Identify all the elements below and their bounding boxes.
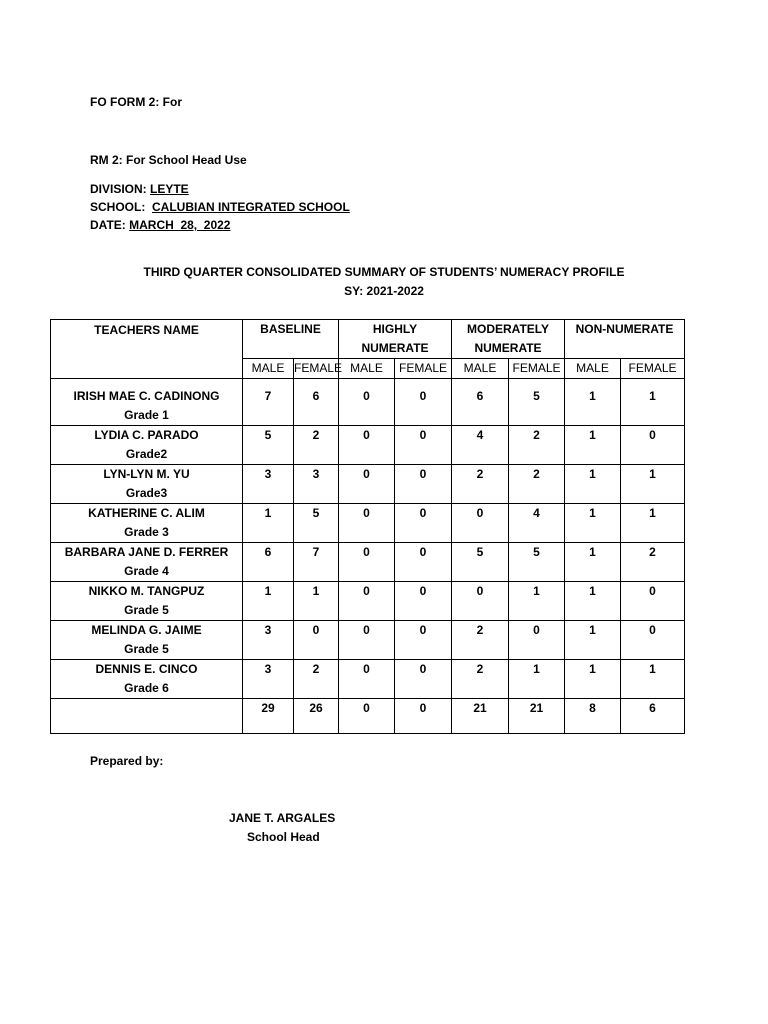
count-cell: 1 xyxy=(243,504,294,543)
count-cell: 1 xyxy=(565,660,621,699)
count-cell: 0 xyxy=(339,660,395,699)
count-cell: 2 xyxy=(509,426,565,465)
count-cell: 1 xyxy=(509,660,565,699)
baseline-header: BASELINE xyxy=(243,320,339,359)
count-cell: 0 xyxy=(395,379,452,426)
count-cell: 0 xyxy=(395,621,452,660)
teacher-grade: Grade 5 xyxy=(124,603,169,617)
male-subheader: MALE xyxy=(243,359,294,379)
count-cell: 6 xyxy=(294,379,339,426)
teacher-name: NIKKO M. TANGPUZ xyxy=(88,584,205,598)
female-subheader: FEMALE xyxy=(294,359,339,379)
teacher-grade: Grade 6 xyxy=(124,681,169,695)
count-cell: 5 xyxy=(243,426,294,465)
count-cell: 0 xyxy=(339,621,395,660)
school-value: CALUBIAN INTEGRATED SCHOOL xyxy=(152,200,350,214)
count-cell: 6 xyxy=(452,379,509,426)
count-cell: 3 xyxy=(243,660,294,699)
count-cell: 1 xyxy=(621,465,685,504)
teacher-cell xyxy=(51,582,243,621)
count-cell: 1 xyxy=(621,379,685,426)
count-cell: 1 xyxy=(243,582,294,621)
count-cell: 2 xyxy=(294,660,339,699)
teacher-name: MELINDA G. JAIME xyxy=(91,623,202,637)
moderately-numerate-header: MODERATELY NUMERATE xyxy=(452,320,565,359)
count-cell: 0 xyxy=(339,582,395,621)
total-cell: 6 xyxy=(621,699,685,734)
table-row xyxy=(51,379,685,426)
teacher-name: DENNIS E. CINCO xyxy=(95,662,198,676)
teacher-grade: Grade3 xyxy=(125,486,168,500)
teacher-cell xyxy=(51,660,243,699)
teacher-name: LYDIA C. PARADO xyxy=(94,428,199,442)
count-cell: 0 xyxy=(339,379,395,426)
count-cell: 0 xyxy=(395,426,452,465)
teacher-grade: Grade 4 xyxy=(124,564,169,578)
table-row xyxy=(51,465,685,504)
school-line xyxy=(90,200,350,214)
female-subheader: FEMALE xyxy=(621,359,685,379)
teacher-grade: Grade 1 xyxy=(124,408,169,422)
table-row xyxy=(51,543,685,582)
count-cell: 0 xyxy=(509,621,565,660)
teacher-cell xyxy=(51,465,243,504)
count-cell: 5 xyxy=(452,543,509,582)
division-label: DIVISION: xyxy=(90,182,151,196)
division-line xyxy=(90,182,189,196)
count-cell: 0 xyxy=(339,426,395,465)
count-cell: 5 xyxy=(509,543,565,582)
teacher-name: IRISH MAE C. CADINONG xyxy=(73,389,220,403)
teacher-cell xyxy=(51,621,243,660)
teacher-cell xyxy=(51,426,243,465)
count-cell: 1 xyxy=(565,465,621,504)
count-cell: 7 xyxy=(294,543,339,582)
date-value: MARCH 28, 2022 xyxy=(129,218,231,232)
teacher-name: KATHERINE C. ALIM xyxy=(88,506,205,520)
count-cell: 4 xyxy=(452,426,509,465)
count-cell: 0 xyxy=(621,426,685,465)
count-cell: 0 xyxy=(395,660,452,699)
teacher-grade: Grade 5 xyxy=(124,642,169,656)
count-cell: 0 xyxy=(395,543,452,582)
totals-label-cell xyxy=(51,699,243,734)
teacher-grade: Grade2 xyxy=(125,447,168,461)
date-line xyxy=(90,218,230,232)
count-cell: 5 xyxy=(294,504,339,543)
teacher-cell xyxy=(51,504,243,543)
teacher-cell xyxy=(51,379,243,426)
signer-title: School Head xyxy=(247,830,320,844)
total-cell: 26 xyxy=(294,699,339,734)
fo-form-line: FO FORM 2: For xyxy=(90,95,182,109)
male-subheader: MALE xyxy=(565,359,621,379)
prepared-by-label: Prepared by: xyxy=(90,754,164,768)
count-cell: 2 xyxy=(509,465,565,504)
count-cell: 1 xyxy=(565,543,621,582)
count-cell: 0 xyxy=(339,504,395,543)
numeracy-summary-table xyxy=(50,319,685,734)
teacher-name: LYN-LYN M. YU xyxy=(103,467,190,481)
teacher-grade: Grade 3 xyxy=(124,525,169,539)
male-subheader: MALE xyxy=(452,359,509,379)
count-cell: 2 xyxy=(294,426,339,465)
count-cell: 0 xyxy=(395,504,452,543)
count-cell: 2 xyxy=(621,543,685,582)
totals-row xyxy=(51,699,685,734)
highly-numerate-header: HIGHLY NUMERATE xyxy=(339,320,452,359)
document-title: THIRD QUARTER CONSOLIDATED SUMMARY OF STUDENTS’ NUMERACY PROFILE xyxy=(143,265,625,279)
count-cell: 0 xyxy=(339,465,395,504)
count-cell: 4 xyxy=(509,504,565,543)
count-cell: 3 xyxy=(294,465,339,504)
teacher-cell xyxy=(51,543,243,582)
count-cell: 5 xyxy=(509,379,565,426)
count-cell: 1 xyxy=(565,379,621,426)
count-cell: 0 xyxy=(452,504,509,543)
table-row xyxy=(51,426,685,465)
count-cell: 7 xyxy=(243,379,294,426)
count-cell: 2 xyxy=(452,621,509,660)
division-value: LEYTE xyxy=(150,182,189,196)
count-cell: 1 xyxy=(509,582,565,621)
teachers-name-header: TEACHERS NAME xyxy=(51,320,243,379)
count-cell: 2 xyxy=(452,660,509,699)
count-cell: 2 xyxy=(452,465,509,504)
count-cell: 1 xyxy=(621,660,685,699)
female-subheader: FEMALE xyxy=(395,359,452,379)
count-cell: 0 xyxy=(395,582,452,621)
count-cell: 1 xyxy=(621,504,685,543)
count-cell: 3 xyxy=(243,465,294,504)
male-subheader: MALE xyxy=(339,359,395,379)
table-row xyxy=(51,660,685,699)
table-row xyxy=(51,621,685,660)
total-cell: 21 xyxy=(452,699,509,734)
table-row xyxy=(51,582,685,621)
count-cell: 1 xyxy=(565,621,621,660)
school-label: SCHOOL: xyxy=(90,200,152,214)
count-cell: 3 xyxy=(243,621,294,660)
signer-name: JANE T. ARGALES xyxy=(229,811,336,825)
total-cell: 8 xyxy=(565,699,621,734)
count-cell: 1 xyxy=(565,504,621,543)
non-numerate-header: NON-NUMERATE xyxy=(565,320,685,359)
count-cell: 0 xyxy=(294,621,339,660)
count-cell: 1 xyxy=(565,426,621,465)
total-cell: 29 xyxy=(243,699,294,734)
count-cell: 6 xyxy=(243,543,294,582)
count-cell: 0 xyxy=(452,582,509,621)
date-label: DATE: xyxy=(90,218,130,232)
count-cell: 0 xyxy=(339,543,395,582)
total-cell: 0 xyxy=(395,699,452,734)
count-cell: 0 xyxy=(395,465,452,504)
total-cell: 21 xyxy=(509,699,565,734)
school-year: SY: 2021-2022 xyxy=(344,284,424,298)
count-cell: 0 xyxy=(621,621,685,660)
table-row xyxy=(51,504,685,543)
count-cell: 1 xyxy=(294,582,339,621)
teacher-name: BARBARA JANE D. FERRER xyxy=(64,545,229,559)
rm-line: RM 2: For School Head Use xyxy=(90,153,247,167)
female-subheader: FEMALE xyxy=(509,359,565,379)
total-cell: 0 xyxy=(339,699,395,734)
count-cell: 1 xyxy=(565,582,621,621)
count-cell: 0 xyxy=(621,582,685,621)
